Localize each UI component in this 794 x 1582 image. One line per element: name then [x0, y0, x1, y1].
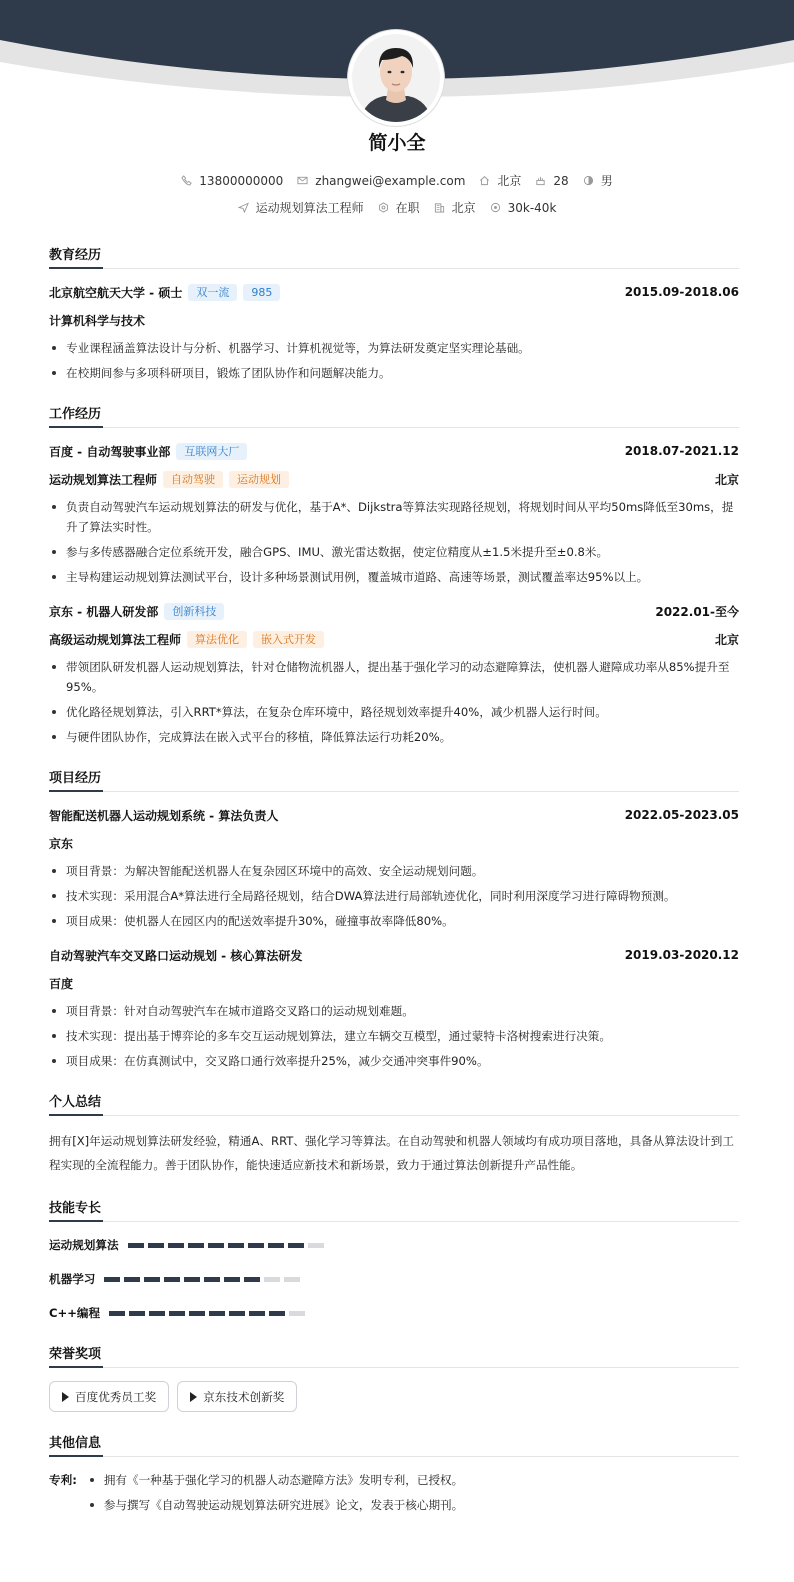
education-title: 教育经历 [49, 244, 739, 269]
list-item: 拥有《一种基于强化学习的机器人动态避障方法》发明专利，已授权。 [87, 1470, 463, 1490]
patent-label: 专利: [49, 1473, 77, 1487]
skill-level [109, 1311, 305, 1316]
job-header [49, 601, 739, 621]
skills-grid [49, 1235, 739, 1323]
skill-level-segment [228, 1243, 244, 1248]
job-entry [49, 441, 739, 587]
role-row [49, 469, 739, 489]
work-city-item: 北京 [434, 199, 476, 216]
home-icon [479, 175, 490, 186]
skill-level-segment [148, 1243, 164, 1248]
resume-body [49, 244, 739, 1528]
phone-item: 13800000000 [181, 172, 283, 189]
other-title: 其他信息 [49, 1432, 739, 1457]
status-icon [378, 202, 389, 213]
project-entry [49, 945, 739, 1071]
skill-level-segment [209, 1311, 225, 1316]
projects-title: 项目经历 [49, 767, 739, 792]
cake-icon [535, 175, 546, 186]
role-name: 运动规划算法工程师 [49, 472, 158, 487]
play-icon [190, 1392, 197, 1402]
skill-level-segment [249, 1311, 265, 1316]
project-bullets [49, 1001, 739, 1071]
summary-text: 拥有[X]年运动规划算法研发经验，精通A、RRT、强化学习等算法。在自动驾驶和机器人领域均有成功项目落地，具备从算法设计到工程实现的全流程能力。善于团队协作，能快速适应新技术和新场景，致力于通过算法创新提升产品性能。 [49, 1134, 734, 1172]
skill-level [104, 1277, 300, 1282]
job-info-row [0, 199, 794, 216]
skill-level-segment [144, 1277, 160, 1282]
skill-level-segment [208, 1243, 224, 1248]
list-item: 参与多传感器融合定位系统开发，融合GPS、IMU、激光雷达数据，使定位精度从±1.5米提升至±0.8米。 [49, 542, 739, 562]
project-header [49, 805, 739, 825]
salary-item: 30k-40k [490, 199, 557, 216]
list-item: 项目成果：使机器人在园区内的配送效率提升30%，碰撞事故率降低80%。 [49, 911, 739, 931]
role-name: 高级运动规划算法工程师 [49, 632, 182, 647]
job-date: 2018.07-2021.12 [624, 444, 739, 458]
list-item: 项目成果：在仿真测试中，交叉路口通行效率提升25%，减少交通冲突事件90%。 [49, 1051, 739, 1071]
school-name: 北京航空航天大学 - 硕士 [49, 285, 183, 300]
school-tag: 985 [243, 284, 280, 301]
skill-level-segment [289, 1311, 305, 1316]
role-tag: 自动驾驶 [163, 471, 223, 488]
work-section [49, 403, 739, 747]
skill-name: 机器学习 [49, 1272, 96, 1286]
project-date: 2019.03-2020.12 [624, 948, 739, 962]
list-item: 项目背景：针对自动驾驶汽车在城市道路交叉路口的运动规划难题。 [49, 1001, 739, 1021]
skill-level-segment [229, 1311, 245, 1316]
list-item: 在校期间参与多项科研项目，锻炼了团队协作和问题解决能力。 [49, 363, 739, 383]
list-item: 项目背景：为解决智能配送机器人在复杂园区环境中的高效、安全运动规划问题。 [49, 861, 739, 881]
skill-item [49, 1235, 399, 1255]
gender-item: 男 [583, 172, 613, 189]
skill-level-segment [124, 1277, 140, 1282]
email-item: zhangwei@example.com [297, 172, 465, 189]
skill-level-segment [109, 1311, 125, 1316]
skill-level-segment [248, 1243, 264, 1248]
project-entry [49, 805, 739, 931]
skill-level-segment [284, 1277, 300, 1282]
skill-level-segment [264, 1277, 280, 1282]
gender-icon [583, 175, 594, 186]
skill-level-segment [164, 1277, 180, 1282]
company-tag: 创新科技 [164, 603, 224, 620]
skill-level-segment [188, 1243, 204, 1248]
status-item: 在职 [378, 199, 420, 216]
role-tag: 算法优化 [187, 631, 247, 648]
school-tag: 双一流 [188, 284, 237, 301]
list-item: 负责自动驾驶汽车运动规划算法的研发与优化，基于A*、Dijkstra等算法实现路径规划，将规划时间从平均50ms降低至30ms，提升了算法实时性。 [49, 497, 739, 537]
list-item: 与硬件团队协作，完成算法在嵌入式平台的移植，降低算法运行功耗20%。 [49, 727, 739, 747]
award-label: 京东技术创新奖 [203, 1389, 285, 1404]
list-item: 参与撰写《自动驾驶运动规划算法研究进展》论文，发表于核心期刊。 [87, 1495, 463, 1515]
awards-section [49, 1343, 739, 1412]
skill-level-segment [224, 1277, 240, 1282]
skill-level-segment [128, 1243, 144, 1248]
skills-title: 技能专长 [49, 1197, 739, 1222]
job-location: 北京 [714, 472, 739, 487]
coin-icon [490, 202, 501, 213]
skill-level [128, 1243, 324, 1248]
awards-title: 荣誉奖项 [49, 1343, 739, 1368]
skill-item [49, 1303, 399, 1323]
award-chip[interactable] [49, 1381, 169, 1412]
city-item: 北京 [479, 172, 521, 189]
project-header [49, 945, 739, 965]
role-row [49, 629, 739, 649]
list-item: 带领团队研发机器人运动规划算法，针对仓储物流机器人，提出基于强化学习的动态避障算法，使机器人避障成功率从85%提升至95%。 [49, 657, 739, 697]
skills-section [49, 1197, 739, 1323]
position-item: 运动规划算法工程师 [238, 199, 364, 216]
skill-level-segment [268, 1243, 284, 1248]
skill-name: 运动规划算法 [49, 1238, 119, 1252]
skill-name: C++编程 [49, 1306, 101, 1320]
project-bullets [49, 861, 739, 931]
education-section [49, 244, 739, 383]
awards-list [49, 1381, 739, 1412]
skill-level-segment [244, 1277, 260, 1282]
contact-info-row [0, 172, 794, 189]
play-icon [62, 1392, 69, 1402]
mail-icon [297, 175, 308, 186]
skill-level-segment [189, 1311, 205, 1316]
list-item: 专业课程涵盖算法设计与分析、机器学习、计算机视觉等，为算法研发奠定坚实理论基础。 [49, 338, 739, 358]
project-date: 2022.05-2023.05 [624, 808, 739, 822]
list-item: 技术实现：提出基于博弈论的多车交互运动规划算法，建立车辆交互模型，通过蒙特卡洛树搜索进行决策。 [49, 1026, 739, 1046]
skill-level-segment [184, 1277, 200, 1282]
company-tag: 互联网大厂 [176, 443, 247, 460]
list-item: 技术实现：采用混合A*算法进行全局路径规划，结合DWA算法进行局部轨迹优化，同时利用深度学习进行障碍物预测。 [49, 886, 739, 906]
patent-bullets [87, 1470, 463, 1520]
list-item: 主导构建运动规划算法测试平台，设计多种场景测试用例，覆盖城市道路、高速等场景，测试覆盖率达95%以上。 [49, 567, 739, 587]
education-bullets [49, 338, 739, 383]
other-section [49, 1432, 739, 1528]
skill-level-segment [269, 1311, 285, 1316]
skill-level-segment [308, 1243, 324, 1248]
job-location: 北京 [714, 632, 739, 647]
education-header [49, 282, 739, 302]
age-item: 28 [535, 172, 568, 189]
skill-level-segment [169, 1311, 185, 1316]
company-name: 百度 - 自动驾驶事业部 [49, 444, 171, 459]
company-name: 京东 - 机器人研发部 [49, 604, 159, 619]
skill-level-segment [288, 1243, 304, 1248]
role-tag: 嵌入式开发 [253, 631, 324, 648]
work-title: 工作经历 [49, 403, 739, 428]
job-header [49, 441, 739, 461]
job-bullets [49, 497, 739, 587]
candidate-name: 简小全 [368, 132, 426, 154]
projects-section [49, 767, 739, 1071]
job-entry [49, 601, 739, 747]
avatar [348, 30, 444, 126]
summary-title: 个人总结 [49, 1091, 739, 1116]
job-date: 2022.01-至今 [655, 604, 739, 619]
skill-level-segment [168, 1243, 184, 1248]
project-org-row [49, 973, 739, 993]
education-date: 2015.09-2018.06 [624, 285, 739, 299]
project-name: 智能配送机器人运动规划系统 - 算法负责人 [49, 808, 279, 823]
skill-level-segment [149, 1311, 165, 1316]
phone-icon [181, 175, 192, 186]
award-chip[interactable] [177, 1381, 297, 1412]
skill-level-segment [129, 1311, 145, 1316]
project-name: 自动驾驶汽车交叉路口运动规划 - 核心算法研发 [49, 948, 303, 963]
send-icon [238, 202, 249, 213]
project-org: 京东 [49, 836, 74, 851]
major-name: 计算机科学与技术 [49, 313, 146, 328]
project-org: 百度 [49, 976, 74, 991]
award-label: 百度优秀员工奖 [75, 1389, 157, 1404]
project-org-row [49, 833, 739, 853]
skill-level-segment [104, 1277, 120, 1282]
building-icon [434, 202, 445, 213]
skill-item [49, 1269, 399, 1289]
job-bullets [49, 657, 739, 747]
skill-level-segment [204, 1277, 220, 1282]
summary-section [49, 1091, 739, 1177]
list-item: 优化路径规划算法，引入RRT*算法，在复杂仓库环境中，路径规划效率提升40%，减少机器人运行时间。 [49, 702, 739, 722]
major-row [49, 310, 739, 330]
other-content [49, 1470, 739, 1528]
role-tag: 运动规划 [229, 471, 289, 488]
